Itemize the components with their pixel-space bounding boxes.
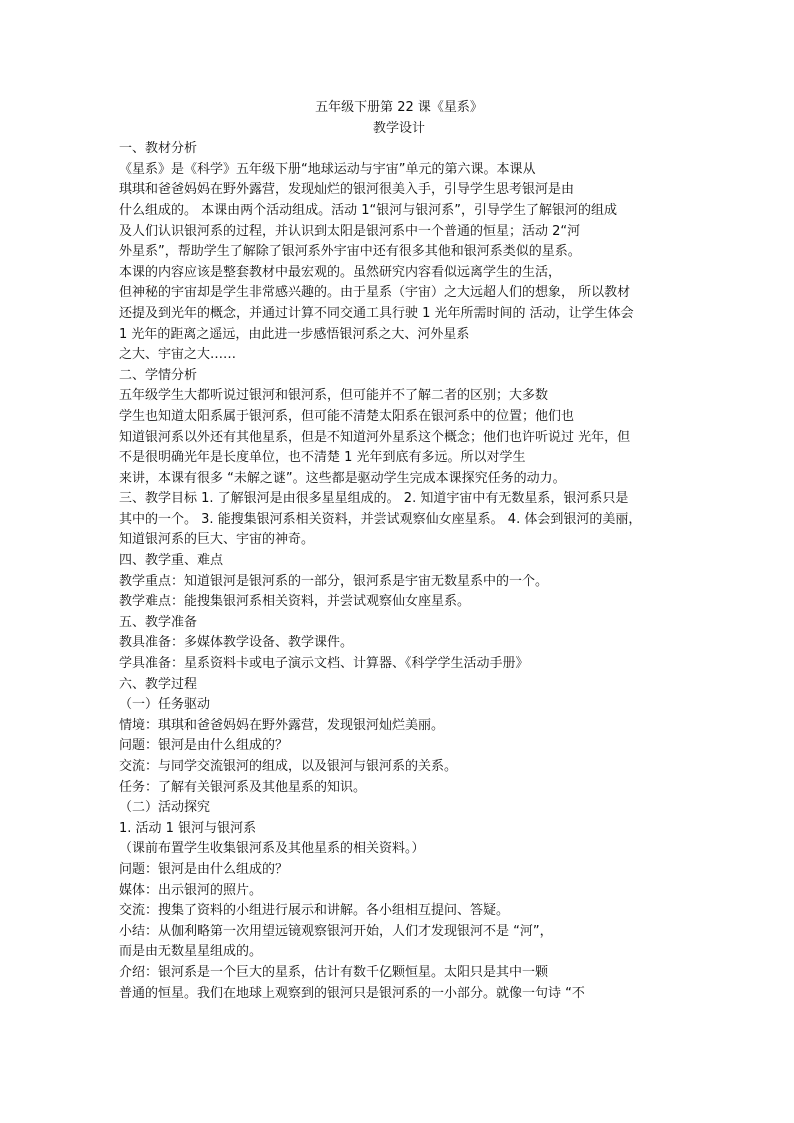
text-line: 四、教学重、难点 [119,553,224,569]
document-subtitle: 教学设计 [372,120,425,136]
text-line: 还提及到光年的概念，并通过计算不同交通工具行驶 1 光年所需时间的 活动，让学生体会 [119,305,634,321]
text-line: 任务：了解有关银河系及其他星系的知识。 [119,779,367,795]
text-line: 知道银河系以外还有其他星系，但是不知道河外星系这个概念；他们也许听说过 光年，但 [119,429,631,445]
text-line: 交流：与同学交流银河的组成，以及银河与银河系的关系。 [119,759,458,774]
text-line: （二）活动探究 [119,800,211,816]
text-line: 情境：琪琪和爸爸妈妈在野外露营，发现银河灿烂美丽。 [119,717,445,733]
text-line: 三、教学目标 1. 了解银河是由很多星星组成的。 2. 知道宇宙中有无数星系，银河系只是 [119,491,629,507]
document-body [119,98,679,1004]
text-line: 《星系》是《科学》五年级下册“地球运动与宇宙”单元的第六课。本课从 [119,161,536,177]
text-line: 不是很明确光年是长度单位，也不清楚 1 光年到底有多远。所以对学生 [119,450,526,466]
text-line: 来讲，本课有很多 “未解之谜”。这些都是驱动学生完成本课探究任务的动力。 [119,470,566,486]
text-line: 五、教学准备 [119,614,198,630]
text-line: 1. 活动 1 银河与银河系 [119,820,257,836]
text-line: 之大、宇宙之大…… [119,347,237,363]
text-line: 六、教学过程 [119,676,198,692]
text-line: 教学重点：知道银河是银河系的一部分，银河系是宇宙无数星系中的一个。 [119,573,549,589]
text-line: 教学难点：能搜集银河系相关资料，并尝试观察仙女座星系。 [119,594,471,610]
document-title: 五年级下册第 22 课《星系》 [315,100,483,115]
text-line: 琪琪和爸爸妈妈在野外露营，发现灿烂的银河很美入手，引导学生思考银河是由 [119,182,575,198]
text-line: 什么组成的。 本课由两个活动组成。活动 1“银河与银河系”，引导学生了解银河的组成 [119,202,618,218]
text-line: 及人们认识银河系的过程，并认识到太阳是银河系中一个普通的恒星；活动 2“河 [119,223,581,239]
text-line: 问题：银河是由什么组成的？ [119,861,289,877]
text-line: 外星系”，帮助学生了解除了银河系外宇宙中还有很多其他和银河系类似的星系。 [119,244,581,260]
text-line: 本课的内容应该是整套教材中最宏观的。虽然研究内容看似远离学生的生活， [119,264,562,280]
text-line: 知道银河系的巨大、宇宙的神奇。 [119,532,315,548]
text-line: （课前布置学生收集银河系及其他星系的相关资料。） [119,841,425,857]
text-line: 教具准备：多媒体教学设备、教学课件。 [119,635,354,651]
text-line: 1 光年的距离之遥远，由此进一步感悟银河系之大、河外星系 [119,326,470,342]
text-line: 学具准备：星系资料卡或电子演示文档、计算器、《科学学生活动手册》 [119,656,529,672]
document-text [119,139,679,1004]
text-line: 其中的一个。 3. 能搜集银河系相关资料，并尝试观察仙女座星系。 4. 体会到银河的美丽， [119,511,642,527]
text-line: 一、教材分析 [119,141,198,157]
text-line: 学生也知道太阳系属于银河系，但可能不清楚太阳系在银河系中的位置；他们也 [119,408,575,424]
text-line: 二、学情分析 [119,367,198,383]
text-line: 媒体：出示银河的照片。 [119,882,263,898]
text-line: 交流：搜集了资料的小组进行展示和讲解。各小组相互提问、答疑。 [119,903,510,919]
text-line: 小结：从伽利略第一次用望远镜观察银河开始，人们才发现银河不是 “河”， [119,923,553,939]
text-line: 而是由无数星星组成的。 [119,944,263,960]
text-line: 问题：银河是由什么组成的？ [119,738,289,754]
text-line: 介绍：银河系是一个巨大的星系，估计有数千亿颗恒星。太阳只是其中一颗 [119,964,549,980]
text-line: 但神秘的宇宙却是学生非常感兴趣的。由于星系（宇宙）之大远超人们的想象， 所以教材 [119,285,631,301]
text-line: 五年级学生大都听说过银河和银河系，但可能并不了解二者的区别；大多数 [119,388,549,404]
text-line: （一）任务驱动 [119,697,211,713]
text-line: 普通的恒星。我们在地球上观察到的银河只是银河系的一小部分。就像一句诗 “不 [119,985,585,1001]
